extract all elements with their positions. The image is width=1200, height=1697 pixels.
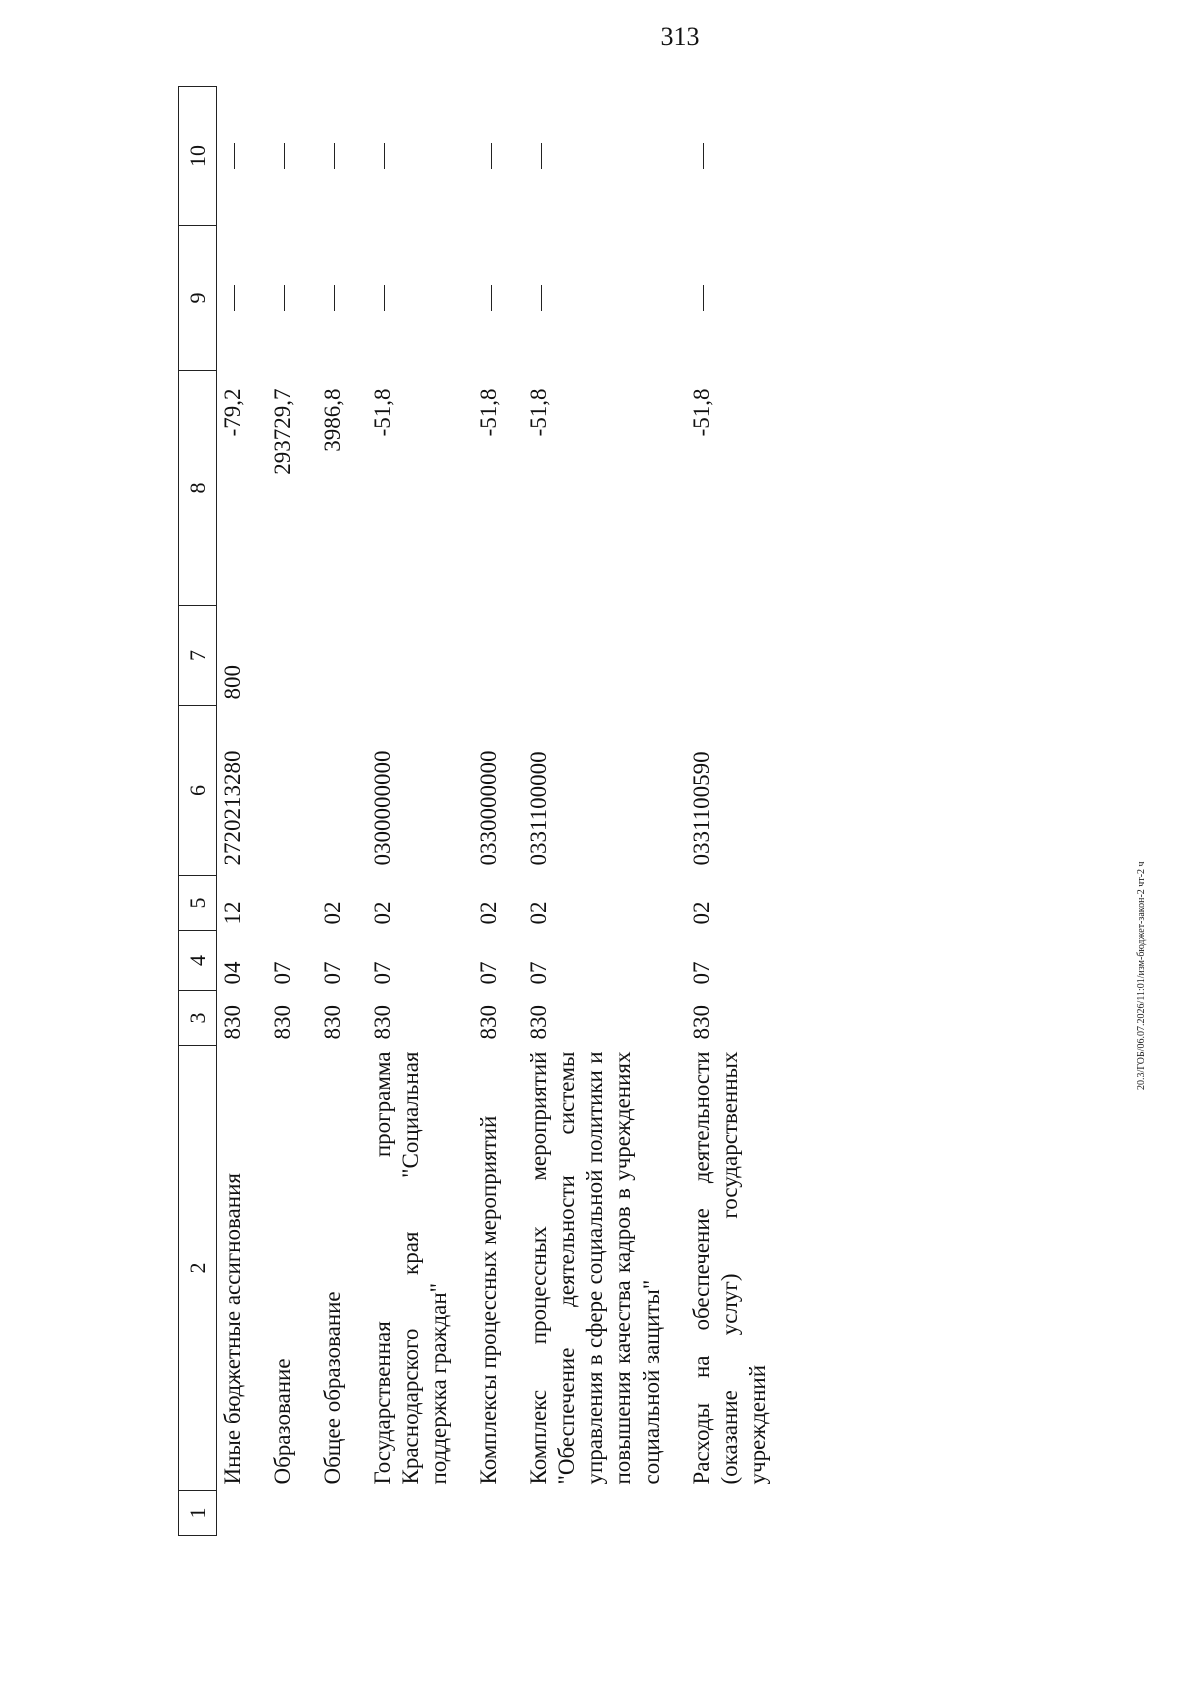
cell-col1 [686,1491,792,1536]
cell-csr: 0331100590 [688,751,714,866]
table-row [473,87,523,1536]
dash-mark [334,143,335,169]
dash-mark [284,143,285,169]
cell-pr: 02 [320,901,346,925]
cell-ved: 830 [476,1005,502,1040]
cell-rz: 07 [270,961,296,985]
cell-col9 [367,226,473,371]
cell-col10 [473,87,523,226]
cell-ved: 830 [370,1005,396,1040]
cell-pr [267,876,317,931]
cell-amount: -51,8 [476,388,502,437]
table-row [686,87,792,1536]
cell-amount: -51,8 [526,388,552,437]
cell-rz: 04 [220,961,245,985]
row-name: Государственная программа Краснодарского края "Социальная поддержка граждан" [370,1051,452,1485]
page-number: 313 [660,22,700,51]
cell-rz: 07 [526,961,552,985]
cell-col9 [217,226,268,371]
row-name: Общее образование [320,1291,346,1485]
cell-vr [367,606,473,706]
table-row [267,87,317,1536]
cell-pr: 02 [370,901,396,925]
row-name: Комплекс процессных мероприятий "Обеспечение деятельности системы управления в сфере социальной политики и повышения качества кадров в учреждениях социальной защиты" [526,1051,664,1485]
header-col-9: 9 [179,226,217,371]
header-col-6: 6 [179,706,217,876]
cell-vr [523,606,685,706]
cell-col10 [686,87,792,226]
dash-mark [703,143,704,169]
cell-amount: -51,8 [688,388,714,437]
footer-code: 20.3/ГОБ/06.07.2026/11:01/изм-бюджет-закон-2 чт-2 ч [1136,861,1147,1090]
header-row [179,87,217,1536]
dash-mark [384,285,385,311]
row-name: Иные бюджетные ассигнования [220,1173,245,1485]
cell-amount: 3986,8 [320,388,346,452]
header-col-3: 3 [179,991,217,1046]
cell-col10 [317,87,367,226]
cell-col10 [267,87,317,226]
row-name: Расходы на обеспечение деятельности (оказание услуг) государственных учреждений [688,1051,770,1485]
dash-mark [334,285,335,311]
dash-mark [491,143,492,169]
cell-vr [473,606,523,706]
cell-col10 [217,87,268,226]
cell-pr: 02 [476,901,502,925]
cell-csr [267,706,317,876]
rotated-table-container [178,87,1038,1536]
table-row [367,87,473,1536]
cell-amount: -79,2 [220,388,245,437]
cell-col1 [217,1491,268,1536]
cell-ved: 830 [320,1005,346,1040]
cell-csr: 2720213280 [220,750,245,866]
dash-mark [703,285,704,311]
cell-csr: 0300000000 [370,750,396,866]
header-col-1: 1 [179,1491,217,1536]
dash-mark [284,285,285,311]
dash-mark [541,143,542,169]
cell-col9 [523,226,685,371]
cell-col9 [267,226,317,371]
table-row [217,87,268,1536]
header-col-8: 8 [179,371,217,606]
header-col-7: 7 [179,606,217,706]
dash-mark [234,143,235,169]
cell-vr [267,606,317,706]
cell-col1 [473,1491,523,1536]
cell-csr: 0331100000 [526,751,552,866]
header-col-10: 10 [179,87,217,226]
cell-ved: 830 [220,1005,245,1040]
cell-rz: 07 [320,961,346,985]
cell-col10 [523,87,685,226]
cell-ved: 830 [688,1005,714,1040]
cell-vr: 800 [220,665,245,700]
cell-rz: 07 [476,961,502,985]
cell-col1 [367,1491,473,1536]
cell-vr [686,606,792,706]
cell-pr: 02 [526,901,552,925]
cell-col10 [367,87,473,226]
header-col-2: 2 [179,1046,217,1491]
header-col-5: 5 [179,876,217,931]
cell-ved: 830 [526,1005,552,1040]
table-row [317,87,367,1536]
cell-col1 [317,1491,367,1536]
cell-csr [317,706,367,876]
row-name: Образование [270,1358,296,1485]
dash-mark [384,143,385,169]
cell-amount: -51,8 [370,388,396,437]
cell-ved: 830 [270,1005,296,1040]
cell-col9 [473,226,523,371]
cell-col1 [523,1491,685,1536]
cell-rz: 07 [370,961,396,985]
row-name: Комплексы процессных мероприятий [476,1115,502,1485]
dash-mark [491,285,492,311]
cell-pr: 02 [688,901,714,925]
dash-mark [234,285,235,311]
cell-vr [317,606,367,706]
cell-rz: 07 [688,961,714,985]
table-row [523,87,685,1536]
cell-col9 [686,226,792,371]
cell-col9 [317,226,367,371]
header-col-4: 4 [179,931,217,991]
budget-table [178,86,792,1536]
cell-amount: 293729,7 [270,388,296,475]
cell-pr: 12 [220,901,245,925]
cell-csr: 0330000000 [476,750,502,866]
cell-col1 [267,1491,317,1536]
dash-mark [541,285,542,311]
